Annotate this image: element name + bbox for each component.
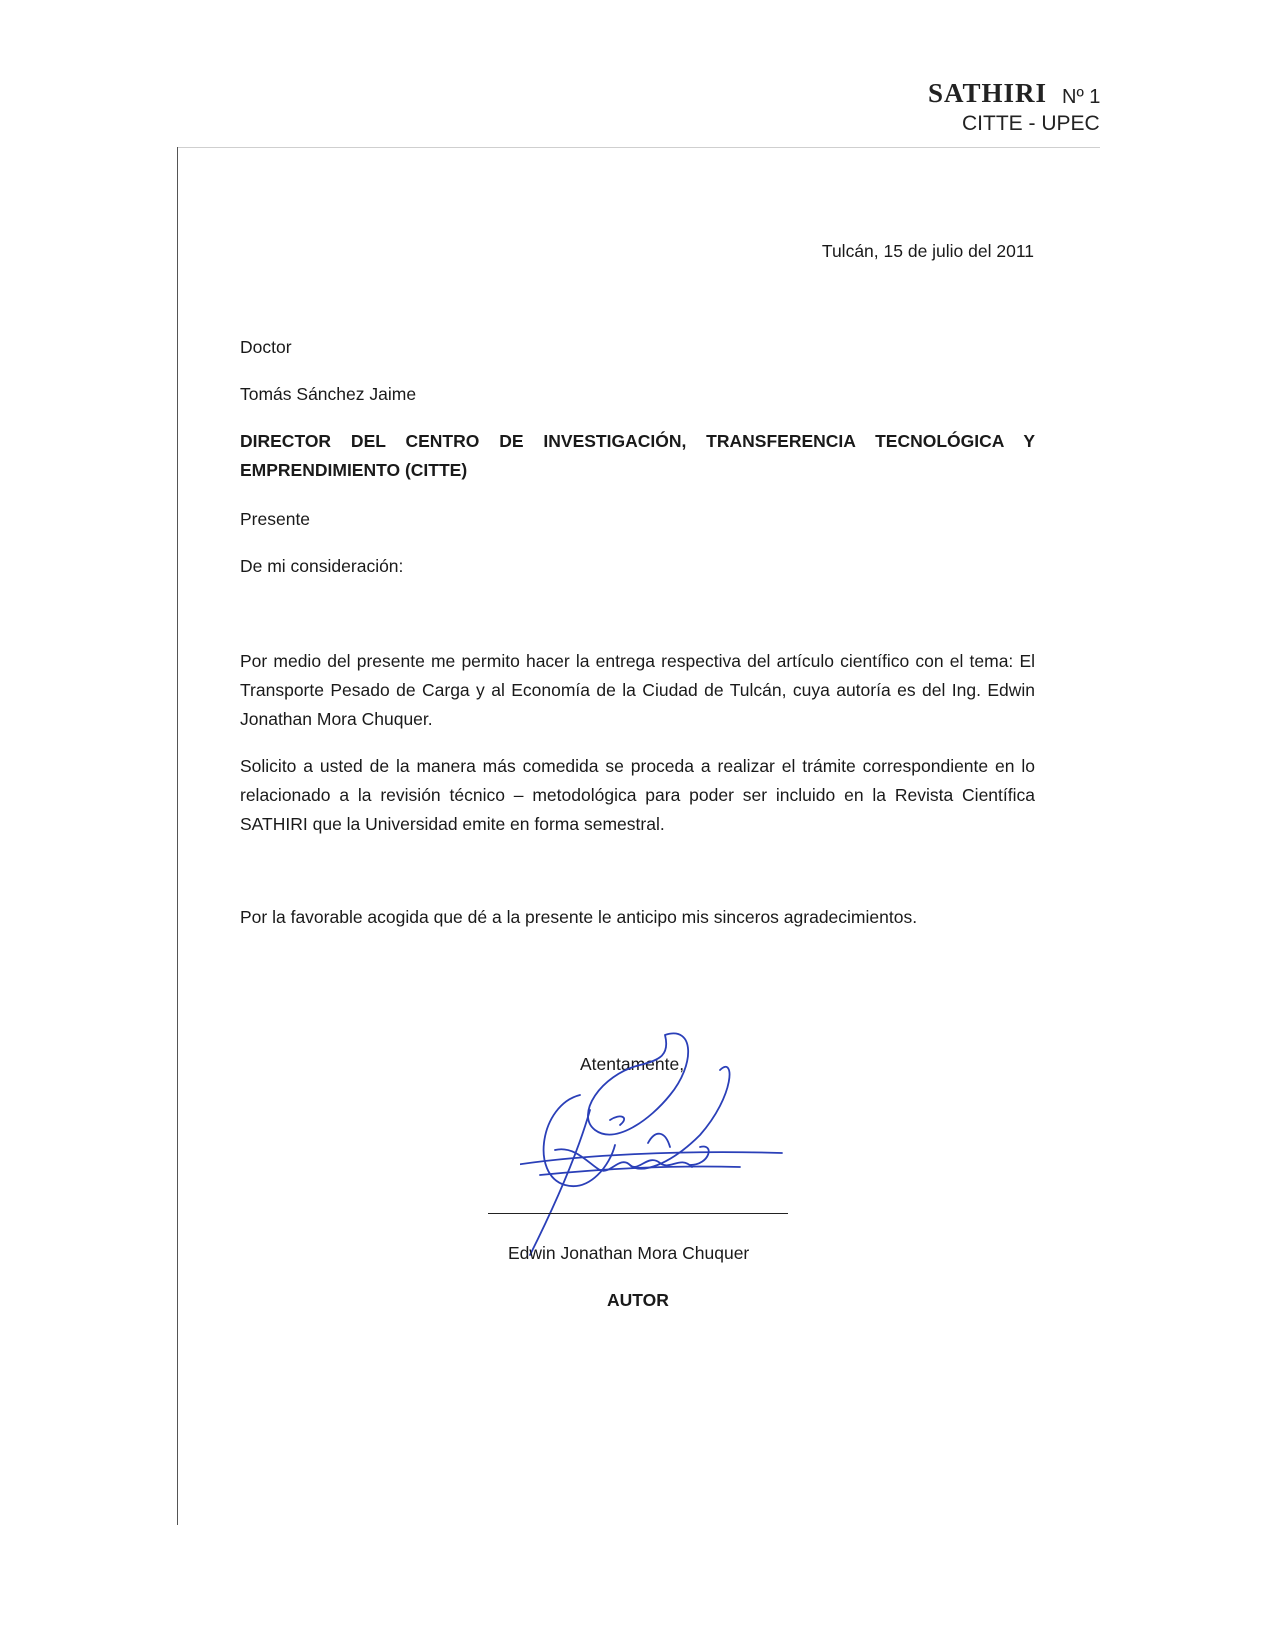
journal-title: SATHIRI <box>928 78 1048 108</box>
page-frame-top <box>178 147 1100 148</box>
recipient-name: Tomás Sánchez Jaime <box>240 384 417 404</box>
page-frame-left <box>177 147 178 1525</box>
paragraph-2: Solicito a usted de la manera más comedida se proceda a realizar el trámite correspondiente en lo relacionado a la revisión técnico – metodológica para poder ser incluido en la Revista Científica SATHIRI que la Universidad emite en forma semestral. <box>240 756 1035 834</box>
paragraph-1: Por medio del presente me permito hacer la entrega respectiva del artículo científico con el tema: El Transporte Pesado de Carga y al Economía de la Ciudad de Tulcán, cuya autoría es del Ing. Edwin Jonathan Mora Chuquer. <box>240 651 1035 729</box>
signature-icon <box>520 1025 800 1275</box>
presente-label: Presente <box>240 509 311 529</box>
letter-date: Tulcán, 15 de julio del 2011 <box>821 241 1034 261</box>
signer-name: Edwin Jonathan Mora Chuquer <box>508 1243 750 1263</box>
paragraph-3: Por la favorable acogida que dé a la presente le anticipo mis sinceros agradecimientos. <box>240 907 918 927</box>
signature-line <box>488 1213 788 1214</box>
journal-subtitle: CITTE - UPEC <box>962 112 1100 135</box>
recipient-position: DIRECTOR DEL CENTRO DE INVESTIGACIÓN, TRANSFERENCIA TECNOLÓGICA Y EMPRENDIMIENTO (CITTE) <box>240 431 1035 480</box>
recipient-title: Doctor <box>240 337 292 357</box>
greeting: De mi consideración: <box>240 556 404 576</box>
issue-number: Nº 1 <box>1062 86 1101 108</box>
closing: Atentamente, <box>580 1054 685 1074</box>
signer-role: AUTOR <box>607 1290 669 1310</box>
